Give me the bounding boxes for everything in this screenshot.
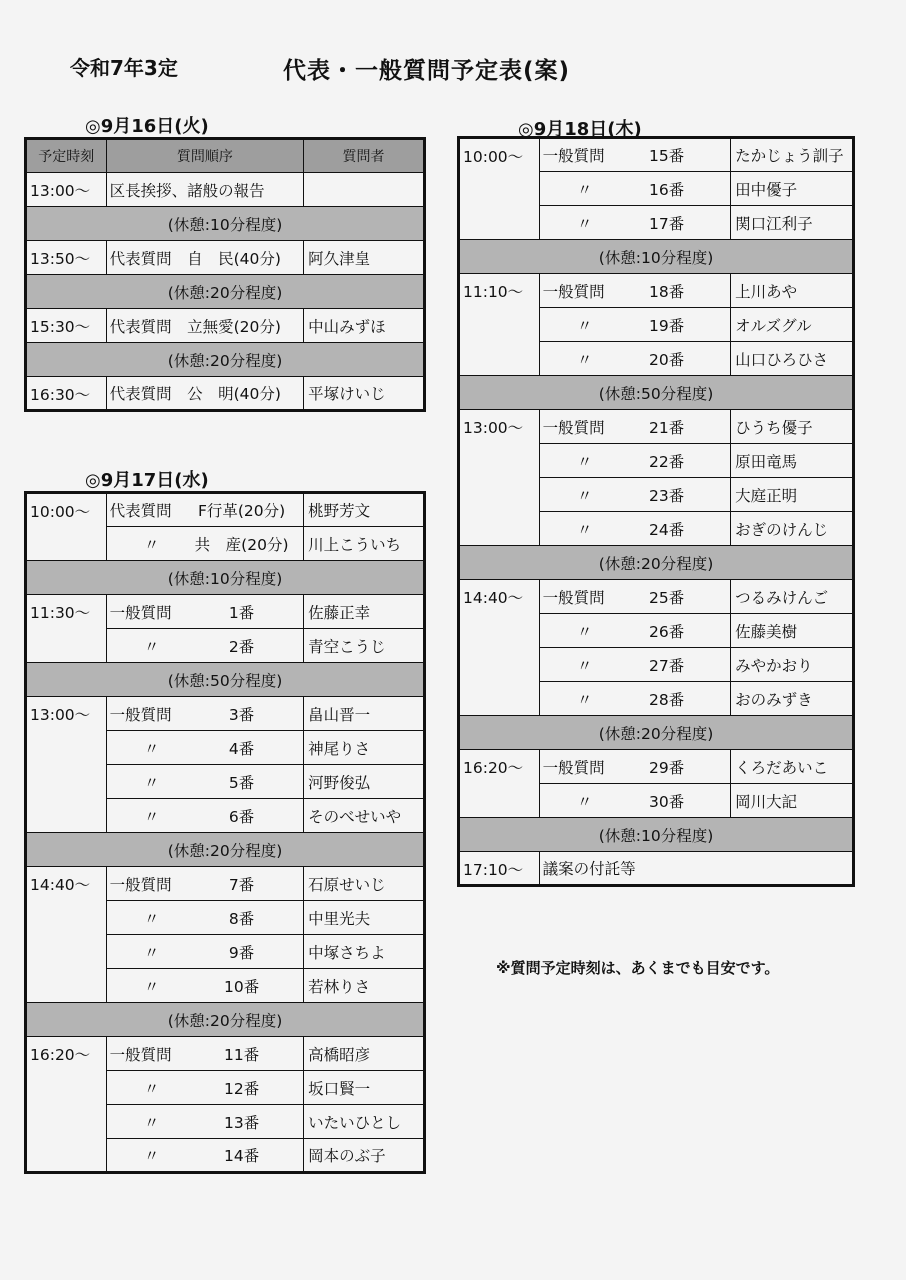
time-cell: 13:50〜	[26, 241, 107, 275]
order-cell: 議案の付託等	[539, 852, 853, 886]
break-row	[459, 376, 854, 410]
table-row	[26, 377, 425, 411]
ditto-mark: 〃	[143, 739, 160, 758]
questioner-cell: 高橋昭彦	[304, 1037, 425, 1071]
question-number: 14番	[223, 1147, 260, 1165]
time-cell: 14:40〜	[459, 580, 540, 716]
questioner-cell: 山口ひろひさ	[731, 342, 854, 376]
time-cell: 11:30〜	[26, 595, 107, 663]
questioner-cell: みやかおり	[731, 648, 854, 682]
schedule-table-sep17	[24, 491, 426, 1174]
question-number: 28番	[648, 690, 685, 709]
question-number: 7番	[228, 875, 255, 894]
question-number: 27番	[648, 656, 685, 675]
ditto-mark: 〃	[143, 1079, 160, 1098]
order-cell	[106, 697, 303, 731]
table-row	[459, 852, 854, 886]
break-row	[26, 833, 425, 867]
question-number: 22番	[648, 452, 685, 471]
question-number: 6番	[228, 807, 255, 826]
questioner-cell: そのべせいや	[304, 799, 425, 833]
ditto-mark: 〃	[576, 452, 593, 471]
table-row	[26, 241, 425, 275]
break-label: (休憩:50分程度)	[26, 663, 425, 697]
questioner-cell: 畠山晋一	[304, 697, 425, 731]
order-cell	[539, 614, 730, 648]
footnote: ※質問予定時刻は、あくまでも目安です。	[496, 959, 780, 977]
question-type: 一般質問	[109, 1045, 172, 1064]
break-label: (休憩:50分程度)	[459, 376, 854, 410]
order-cell	[106, 901, 303, 935]
col-header-order: 質問順序	[106, 139, 303, 173]
ditto-mark: 〃	[576, 350, 593, 369]
day-title-sep17: ◎9月17日(水)	[85, 470, 209, 491]
question-number: 17番	[648, 214, 685, 233]
break-row	[459, 818, 854, 852]
table-row	[26, 309, 425, 343]
order-cell	[106, 1071, 303, 1105]
questioner-cell: 神尾りさ	[304, 731, 425, 765]
question-number: 16番	[648, 180, 685, 199]
table-row	[459, 750, 854, 784]
table-row	[26, 173, 425, 207]
table-row	[26, 867, 425, 901]
time-cell: 16:20〜	[26, 1037, 107, 1173]
table-row	[26, 1037, 425, 1071]
order-cell	[106, 765, 303, 799]
col-header-time: 予定時刻	[26, 139, 107, 173]
table-row	[459, 138, 854, 172]
order-cell	[539, 444, 730, 478]
ditto-mark: 〃	[143, 1147, 160, 1165]
question-number: 18番	[648, 282, 685, 301]
questioner-cell: 中里光夫	[304, 901, 425, 935]
question-type: 一般質問	[542, 758, 605, 777]
order-cell: 代表質問 立無愛(20分)	[106, 309, 303, 343]
order-cell	[106, 1139, 303, 1173]
page-title: 代表・一般質問予定表(案)	[283, 58, 571, 84]
time-cell: 15:30〜	[26, 309, 107, 343]
questioner-cell: 大庭正明	[731, 478, 854, 512]
questioner-cell: 原田竜馬	[731, 444, 854, 478]
table-row	[459, 580, 854, 614]
question-number: 12番	[223, 1079, 260, 1098]
time-cell: 16:30〜	[26, 377, 107, 411]
table-row	[459, 410, 854, 444]
questioner-cell: 佐藤美樹	[731, 614, 854, 648]
order-cell	[106, 527, 303, 561]
questioner-cell: 中塚さちよ	[304, 935, 425, 969]
order-cell: 代表質問 自 民(40分)	[106, 241, 303, 275]
questioner-cell: おぎのけんじ	[731, 512, 854, 546]
order-cell	[539, 580, 730, 614]
questioner-cell: 田中優子	[731, 172, 854, 206]
question-number: 20番	[648, 350, 685, 369]
break-label: (休憩:10分程度)	[26, 561, 425, 595]
order-cell	[539, 682, 730, 716]
question-number: 23番	[648, 486, 685, 505]
question-number: 4番	[228, 739, 255, 758]
question-number: 25番	[648, 588, 685, 607]
questioner-cell: 岡川大記	[731, 784, 854, 818]
session-label: 令和7年3定	[70, 56, 178, 80]
order-cell	[106, 969, 303, 1003]
questioner-cell: 青空こうじ	[304, 629, 425, 663]
questioner-cell: 上川あや	[731, 274, 854, 308]
break-row	[459, 716, 854, 750]
question-type: 一般質問	[109, 705, 172, 724]
table-row	[26, 595, 425, 629]
question-number: 29番	[648, 758, 685, 777]
time-cell: 13:00〜	[26, 173, 107, 207]
questioner-cell: 関口江利子	[731, 206, 854, 240]
ditto-mark: 〃	[576, 520, 593, 539]
break-label: (休憩:20分程度)	[26, 833, 425, 867]
question-number: 2番	[228, 637, 255, 656]
schedule-table-sep18	[457, 136, 855, 887]
ditto-mark: 〃	[576, 656, 593, 675]
time-cell: 14:40〜	[26, 867, 107, 1003]
order-cell	[106, 799, 303, 833]
questioner-cell: たかじょう訓子	[731, 138, 854, 172]
break-row	[459, 240, 854, 274]
questioner-cell: 河野俊弘	[304, 765, 425, 799]
break-label: (休憩:10分程度)	[459, 240, 854, 274]
break-row	[26, 561, 425, 595]
question-number: 11番	[223, 1045, 260, 1064]
questioner-cell: つるみけんご	[731, 580, 854, 614]
table-row	[26, 697, 425, 731]
break-row	[459, 546, 854, 580]
order-cell	[539, 308, 730, 342]
col-header-questioner: 質問者	[304, 139, 425, 173]
questioner-cell: 岡本のぶ子	[304, 1139, 425, 1173]
question-number: 19番	[648, 316, 685, 335]
order-cell	[539, 138, 730, 172]
questioner-cell: 桃野芳文	[304, 493, 425, 527]
questioner-cell: 中山みずほ	[304, 309, 425, 343]
schedule-table-sep16	[24, 137, 426, 412]
questioner-cell: ひうち優子	[731, 410, 854, 444]
break-label: (休憩:20分程度)	[26, 343, 425, 377]
ditto-mark: 〃	[143, 773, 160, 792]
question-number: 15番	[648, 147, 685, 165]
order-cell	[539, 648, 730, 682]
question-number: F行革(20分)	[197, 502, 286, 520]
order-cell	[539, 410, 730, 444]
order-cell	[539, 342, 730, 376]
order-cell	[106, 1105, 303, 1139]
question-number: 24番	[648, 520, 685, 539]
time-cell: 16:20〜	[459, 750, 540, 818]
question-number: 10番	[223, 977, 260, 996]
break-label: (休憩:20分程度)	[26, 275, 425, 309]
time-cell: 13:00〜	[26, 697, 107, 833]
break-label: (休憩:10分程度)	[26, 207, 425, 241]
question-type: 一般質問	[109, 603, 172, 622]
order-cell	[106, 867, 303, 901]
table-row	[26, 493, 425, 527]
order-cell: 代表質問 公 明(40分)	[106, 377, 303, 411]
question-number: 8番	[228, 909, 255, 928]
ditto-mark: 〃	[143, 807, 160, 826]
questioner-cell: 平塚けいじ	[304, 377, 425, 411]
ditto-mark: 〃	[143, 1113, 160, 1132]
break-label: (休憩:10分程度)	[459, 818, 854, 852]
ditto-mark: 〃	[576, 622, 593, 641]
order-cell	[106, 595, 303, 629]
question-number: 9番	[228, 943, 255, 962]
table-row	[459, 274, 854, 308]
question-number: 5番	[228, 773, 255, 792]
break-row	[26, 1003, 425, 1037]
question-number: 1番	[228, 603, 255, 622]
order-cell: 区長挨拶、諸般の報告	[106, 173, 303, 207]
questioner-cell: いたいひとし	[304, 1105, 425, 1139]
order-cell	[539, 206, 730, 240]
ditto-mark: 〃	[576, 316, 593, 335]
question-type: 代表質問	[109, 502, 172, 520]
questioner-cell	[304, 173, 425, 207]
order-cell	[106, 1037, 303, 1071]
ditto-mark: 〃	[576, 690, 593, 709]
time-cell: 13:00〜	[459, 410, 540, 546]
questioner-cell: おのみずき	[731, 682, 854, 716]
break-row	[26, 207, 425, 241]
time-cell: 10:00〜	[26, 493, 107, 561]
time-cell: 17:10〜	[459, 852, 540, 886]
ditto-mark: 〃	[143, 977, 160, 996]
question-type: 一般質問	[542, 147, 605, 165]
question-number: 3番	[228, 705, 255, 724]
break-row	[26, 663, 425, 697]
questioner-cell: 石原せいじ	[304, 867, 425, 901]
ditto-mark: 〃	[143, 909, 160, 928]
order-cell	[539, 750, 730, 784]
question-number: 共 産(20分)	[194, 535, 289, 554]
questioner-cell: 若林りさ	[304, 969, 425, 1003]
questioner-cell: 阿久津皇	[304, 241, 425, 275]
ditto-mark: 〃	[143, 943, 160, 962]
ditto-mark: 〃	[576, 180, 593, 199]
ditto-mark: 〃	[576, 486, 593, 505]
break-label: (休憩:20分程度)	[459, 716, 854, 750]
questioner-cell: 佐藤正幸	[304, 595, 425, 629]
order-cell	[106, 935, 303, 969]
questioner-cell: オルズグル	[731, 308, 854, 342]
order-cell	[539, 512, 730, 546]
questioner-cell: 川上こういち	[304, 527, 425, 561]
break-label: (休憩:20分程度)	[26, 1003, 425, 1037]
question-type: 一般質問	[542, 418, 605, 437]
time-cell: 11:10〜	[459, 274, 540, 376]
order-cell	[539, 172, 730, 206]
questioner-cell: 坂口賢一	[304, 1071, 425, 1105]
question-type: 一般質問	[542, 282, 605, 301]
day-title-sep18: ◎9月18日(木)	[518, 119, 642, 140]
time-cell: 10:00〜	[459, 138, 540, 240]
question-number: 21番	[648, 418, 685, 437]
break-label: (休憩:20分程度)	[459, 546, 854, 580]
order-cell	[539, 784, 730, 818]
order-cell	[106, 493, 303, 527]
ditto-mark: 〃	[143, 535, 160, 554]
question-number: 13番	[223, 1113, 260, 1132]
day-title-sep16: ◎9月16日(火)	[85, 116, 209, 137]
ditto-mark: 〃	[576, 214, 593, 233]
break-row	[26, 343, 425, 377]
break-row	[26, 275, 425, 309]
order-cell	[539, 478, 730, 512]
order-cell	[106, 629, 303, 663]
order-cell	[539, 274, 730, 308]
question-type: 一般質問	[542, 588, 605, 607]
question-number: 30番	[648, 792, 685, 811]
order-cell	[106, 731, 303, 765]
ditto-mark: 〃	[143, 637, 160, 656]
question-number: 26番	[648, 622, 685, 641]
questioner-cell: くろだあいこ	[731, 750, 854, 784]
question-type: 一般質問	[109, 875, 172, 894]
ditto-mark: 〃	[576, 792, 593, 811]
